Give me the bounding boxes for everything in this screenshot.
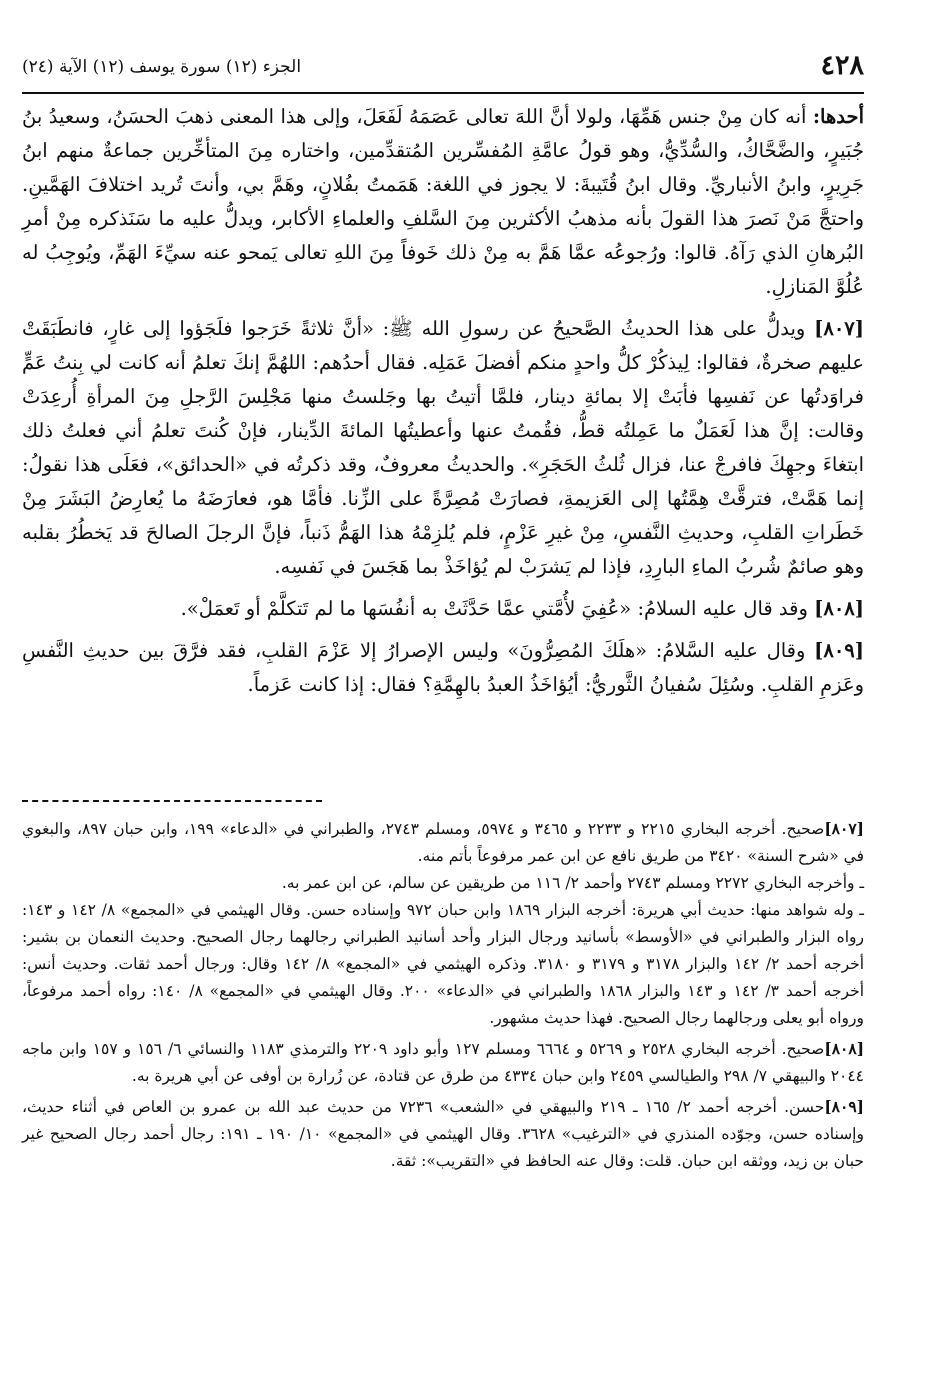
footnote-text: حسن. أخرجه أحمد ٢/ ١٦٥ ـ ٢١٩ والبيهقي في «الشعب» ٧٢٣٦ من حديث عبد الله بن عمرو بن العاص في أثناء حديث، وإسناده حسن، وجوّده المنذري في «الترغيب» ٣٦٢٨. وقال الهيثمي في «المجمع» ١٠/ ١٩٠ ـ ١٩١: رجال أحمد رجال الصحيح غير حبان بن زيد، ووثقه ابن حبان. قلت: وقال عنه الحافظ في «التقريب»: ثقة. xyxy=(22,1098,864,1170)
footnote-807 xyxy=(22,815,864,1032)
page-header xyxy=(22,48,864,94)
footnote-text: صحيح. أخرجه البخاري ٢٥٢٨ و ٥٢٦٩ و ٦٦٦٤ ومسلم ١٢٧ وأبو داود ٢٢٠٩ والترمذي ١١٨٣ والنسائي ٦/ ١٥٦ و ١٥٧ وابن ماجه ٢٠٤٤ والبيهقي ٧/ ٢٩٨ والطيالسي ٢٤٥٩ وابن حبان ٤٣٣٤ من طرق عن قتادة، عن زُرارة بن أوفى عن أبي هريرة به. xyxy=(22,1040,864,1085)
paragraph-809 xyxy=(22,634,864,702)
hadith-number: [٨٠٩] xyxy=(814,639,864,662)
footnote-808 xyxy=(22,1035,864,1090)
paragraph-text: ويدلُّ على هذا الحديثُ الصَّحيحُ عن رسولِ الله ﷺ: «أنَّ ثلاثةً خَرَجوا فلَجَؤوا إلى غارٍ، فانطَبَقَتْ عليهم صخرةٌ، فقالوا: لِيذكُرْ كلُّ واحدٍ منكم أفضلَ عَمَلِه. فقال أحدُهم: اللهُمَّ إنكَ تعلمُ أنه كانت لي بِنتُ عَمٍّ فراوَدتُها عن نَفسِها فأبَتْ إلا بمائةِ دينار، فلمَّا أتيتُ بها وجَلستُ منها مَجْلِسَ الرَّجلِ مِنَ المرأةِ أُرعِدَتْ وقالت: إنَّ هذا لَعَمَلٌ ما عَمِلتُه قطُّ، فقُمتُ عنها وأعطيتُها المائةَ الدِّينار، فإنْ كُنتَ تعلمُ أني فعلتُ ذلك ابتغاءَ وجهِكَ فافرجْ عنا، فزال ثُلثُ الحَجَرِ». والحديثُ معروفٌ، وقد ذكرتُه في «الحدائق»، فعَلَى هذا نقولُ: إنما هَمَّتْ، فترقَّتْ هِمَّتُها إلى العَزيمةِ، فصارَتْ مُصِرَّةً على الزِّنا. فأمَّا هو، فعارَضَهُ ما يُعارِضُ البَشَرَ مِنْ خَطَراتِ القلبِ، وحديثِ النَّفسِ، مِنْ غيرِ عَزْمٍ، فلم يُلزِمْهُ هذا الهَمُّ ذَنباً، فإنَّ الرجلَ الصالحَ قد يَخطُرُ بقلبه وهو صائمٌ شُربُ الماءِ البارِدِ، فإذا لم يَشرَبْ لم يُؤاخَذْ بما هَجَسَ في نَفسِه. xyxy=(22,317,864,578)
footnote-number: [٨٠٧] xyxy=(824,819,864,838)
hadith-number: [٨٠٨] xyxy=(814,597,864,620)
paragraph-text: وقد قال عليه السلامُ: «عُفِيَ لأُمَّتي عمَّا حَدَّثَتْ به أنفُسَها ما لم تَتكلَّمْ أو تَعمَلْ». xyxy=(180,597,815,620)
paragraph-808 xyxy=(22,592,864,626)
footnote-number: [٨٠٩] xyxy=(824,1097,864,1116)
footnote-text: ـ وله شواهد منها: حديث أبي هريرة: أخرجه البزار ١٨٦٩ وابن حبان ٩٧٢ وإسناده حسن. وقال الهيثمي في «المجمع» ٨/ ١٤٢ و ١٤٣: رواه البزار والطبراني في «الأوسط» بأسانيد ورجال البزار وأحد أسانيد الطبراني رجالهما رجال الصحيح. وحديث النعمان بن بشير: أخرجه أحمد ٢/ ١٤٢ والبزار ٣١٧٨ و ٣١٧٩ و ٣١٨٠. وذكره الهيثمي في «المجمع» ٨/ ١٤٢ وقال: ورجال أحمد ثقات. وحديث أنس: أخرجه أحمد ٣/ ١٤٢ و ١٤٣ والبزار ١٨٦٨ والطبراني في «الدعاء» ٢٠٠. وقال الهيثمي في «المجمع» ٨/ ١٤٠: رواه أحمد مرفوعاً، ورواه أبو يعلى ورجالهما رجال الصحيح. فهذا حديث مشهور. xyxy=(22,901,865,1027)
paragraph-text: أنه كان مِنْ جنس هَمِّهَا، ولولا أنَّ اللهَ تعالى عَصَمَهُ لَفَعَلَ، وإلى هذا المعنى ذهبَ الحسَنُ، وسعيدُ بنُ جُبَيرٍ، والضَّحَّاكُ، والسُّدِّيُّ، وهو قولُ عامَّةِ المُفسِّرين المُتقدِّمين، واختاره مِنَ المتأخِّرين جماعةٌ منهم ابنُ جَرِيرٍ، وابنُ الأنباريِّ. وقال ابنُ قُتَيبةَ: لا يجوز في اللغة: هَمَمتُ بفُلانٍ، وهَمَّ بي، وأنتَ تُريد اختلافَ الهَمَّينِ. واحتجَّ مَنْ نَصرَ هذا القولَ بأنه مذهبُ الأكثرين مِنَ السَّلفِ والعلماءِ الأكابر، ويدلُّ عليه ما سَنَذكره مِنْ أمرِ البُرهانِ الذي رَآهُ. قالوا: ورُجوعُه عمَّا هَمَّ به مِنْ ذلك خَوفاً مِنَ اللهِ تعالى يَمحو عنه سيِّءَ الهَمِّ، ويُوجِبُ له عُلُوَّ المَنازلِ. xyxy=(22,105,865,298)
footnote-text: صحيح. أخرجه البخاري ٢٢١٥ و ٢٢٣٣ و ٣٤٦٥ و ٥٩٧٤، ومسلم ٢٧٤٣، والطبراني في «الدعاء» ١٩٩، وابن حبان ٨٩٧، والبغوي في «شرح السنة» ٣٤٢٠ من طريق نافع عن ابن عمر مرفوعاً بأتم منه. xyxy=(22,820,864,865)
footnote-text: ـ وأخرجه البخاري ٢٢٧٢ ومسلم ٢٧٤٣ وأحمد ٢/ ١١٦ من طريقين عن سالم، عن ابن عمر به. xyxy=(281,874,864,892)
footnote-809 xyxy=(22,1093,864,1175)
footnote-number: [٨٠٨] xyxy=(824,1039,865,1058)
paragraph-807 xyxy=(22,312,864,584)
paragraph-text: وقال عليه السَّلامُ: «هلَكَ المُصِرُّونَ» وليس الإصرارُ إلا عَزْمَ القلبِ، فقد فرَّقَ بين حديثِ النَّفسِ وعَزمِ القلبِ. وسُئِلَ سُفيانُ الثَّوريُّ: أيُؤاخَذُ العبدُ بالهِمَّةِ؟ فقال: إذا كانت عَزماً. xyxy=(22,639,864,696)
paragraph-opinion-one xyxy=(22,100,864,304)
hadith-number: [٨٠٧] xyxy=(814,317,864,340)
page-number: ٤٢٨ xyxy=(820,50,864,81)
main-text xyxy=(22,100,864,710)
running-title: الجزء (١٢) سورة يوسف (١٢) الآية (٢٤) xyxy=(22,57,302,77)
footnote-separator xyxy=(22,800,322,802)
paragraph-lead: أحدها: xyxy=(812,105,864,128)
footnotes xyxy=(22,815,864,1178)
